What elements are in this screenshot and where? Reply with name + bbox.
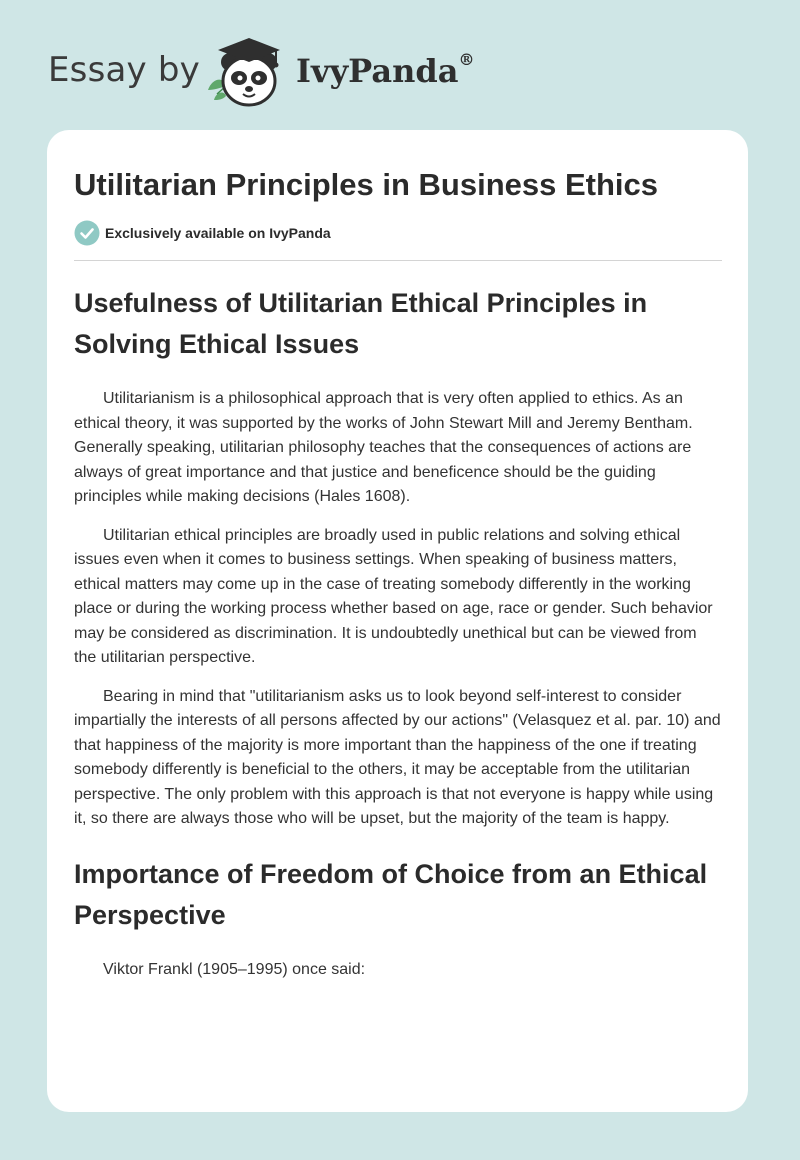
panda-graduate-icon bbox=[204, 34, 294, 110]
section-heading-utilitarian: Usefulness of Utilitarian Ethical Principles in Solving Ethical Issues bbox=[74, 288, 648, 359]
badge-label: Exclusively available on IvyPanda bbox=[105, 225, 331, 241]
divider bbox=[74, 260, 722, 261]
paragraph: Bearing in mind that "utilitarianism asks us to look beyond self-interest to consider impartially the interests of all persons affected by our actions" (Velasquez et al. par. 10) and that happiness of the majority is more important than the happiness of the one if treating somebody differently is beneficial to the others, it may be acceptable from the utilitarian perspective. The only problem with this approach is that not everyone is happy while using it, so there are always those who will be upset, but the majority of the team is happy. bbox=[74, 687, 721, 827]
paragraph: Utilitarian ethical principles are broadly used in public relations and solving ethical issues even when it comes to business settings. When speaking of business matters, ethical matters may come up in the case of treating somebody differently in the working place or during the working process whether based on age, race or gender. Such behavior may be considered as discrimination. It is undoubtedly unethical but can be viewed from the utilitarian perspective. bbox=[74, 526, 713, 666]
brand-header[interactable] bbox=[48, 34, 568, 114]
trademark-mark: ® bbox=[458, 50, 475, 69]
article-card bbox=[47, 130, 748, 1112]
brand-name: IvyPanda® bbox=[296, 50, 475, 90]
brand-prefix: Essay by bbox=[48, 50, 200, 90]
paragraph: Viktor Frankl (1905–1995) once said: bbox=[103, 960, 366, 978]
section-heading-freedom: Importance of Freedom of Choice from an Ethical Perspective bbox=[74, 858, 708, 930]
exclusive-badge bbox=[74, 220, 722, 246]
check-circle-icon bbox=[74, 220, 100, 246]
page-title: Utilitarian Principles in Business Ethics bbox=[74, 167, 659, 202]
paragraph: Utilitarianism is a philosophical approach that is very often applied to ethics. As an ethical theory, it was supported by the works of John Stewart Mill and Jeremy Bentham. Generally speaking, utilitarian philosophy teaches that the consequences of actions are always of great importance and that justice and beneficence should be the guiding principles while making decisions (Hales 1608). bbox=[74, 390, 693, 505]
